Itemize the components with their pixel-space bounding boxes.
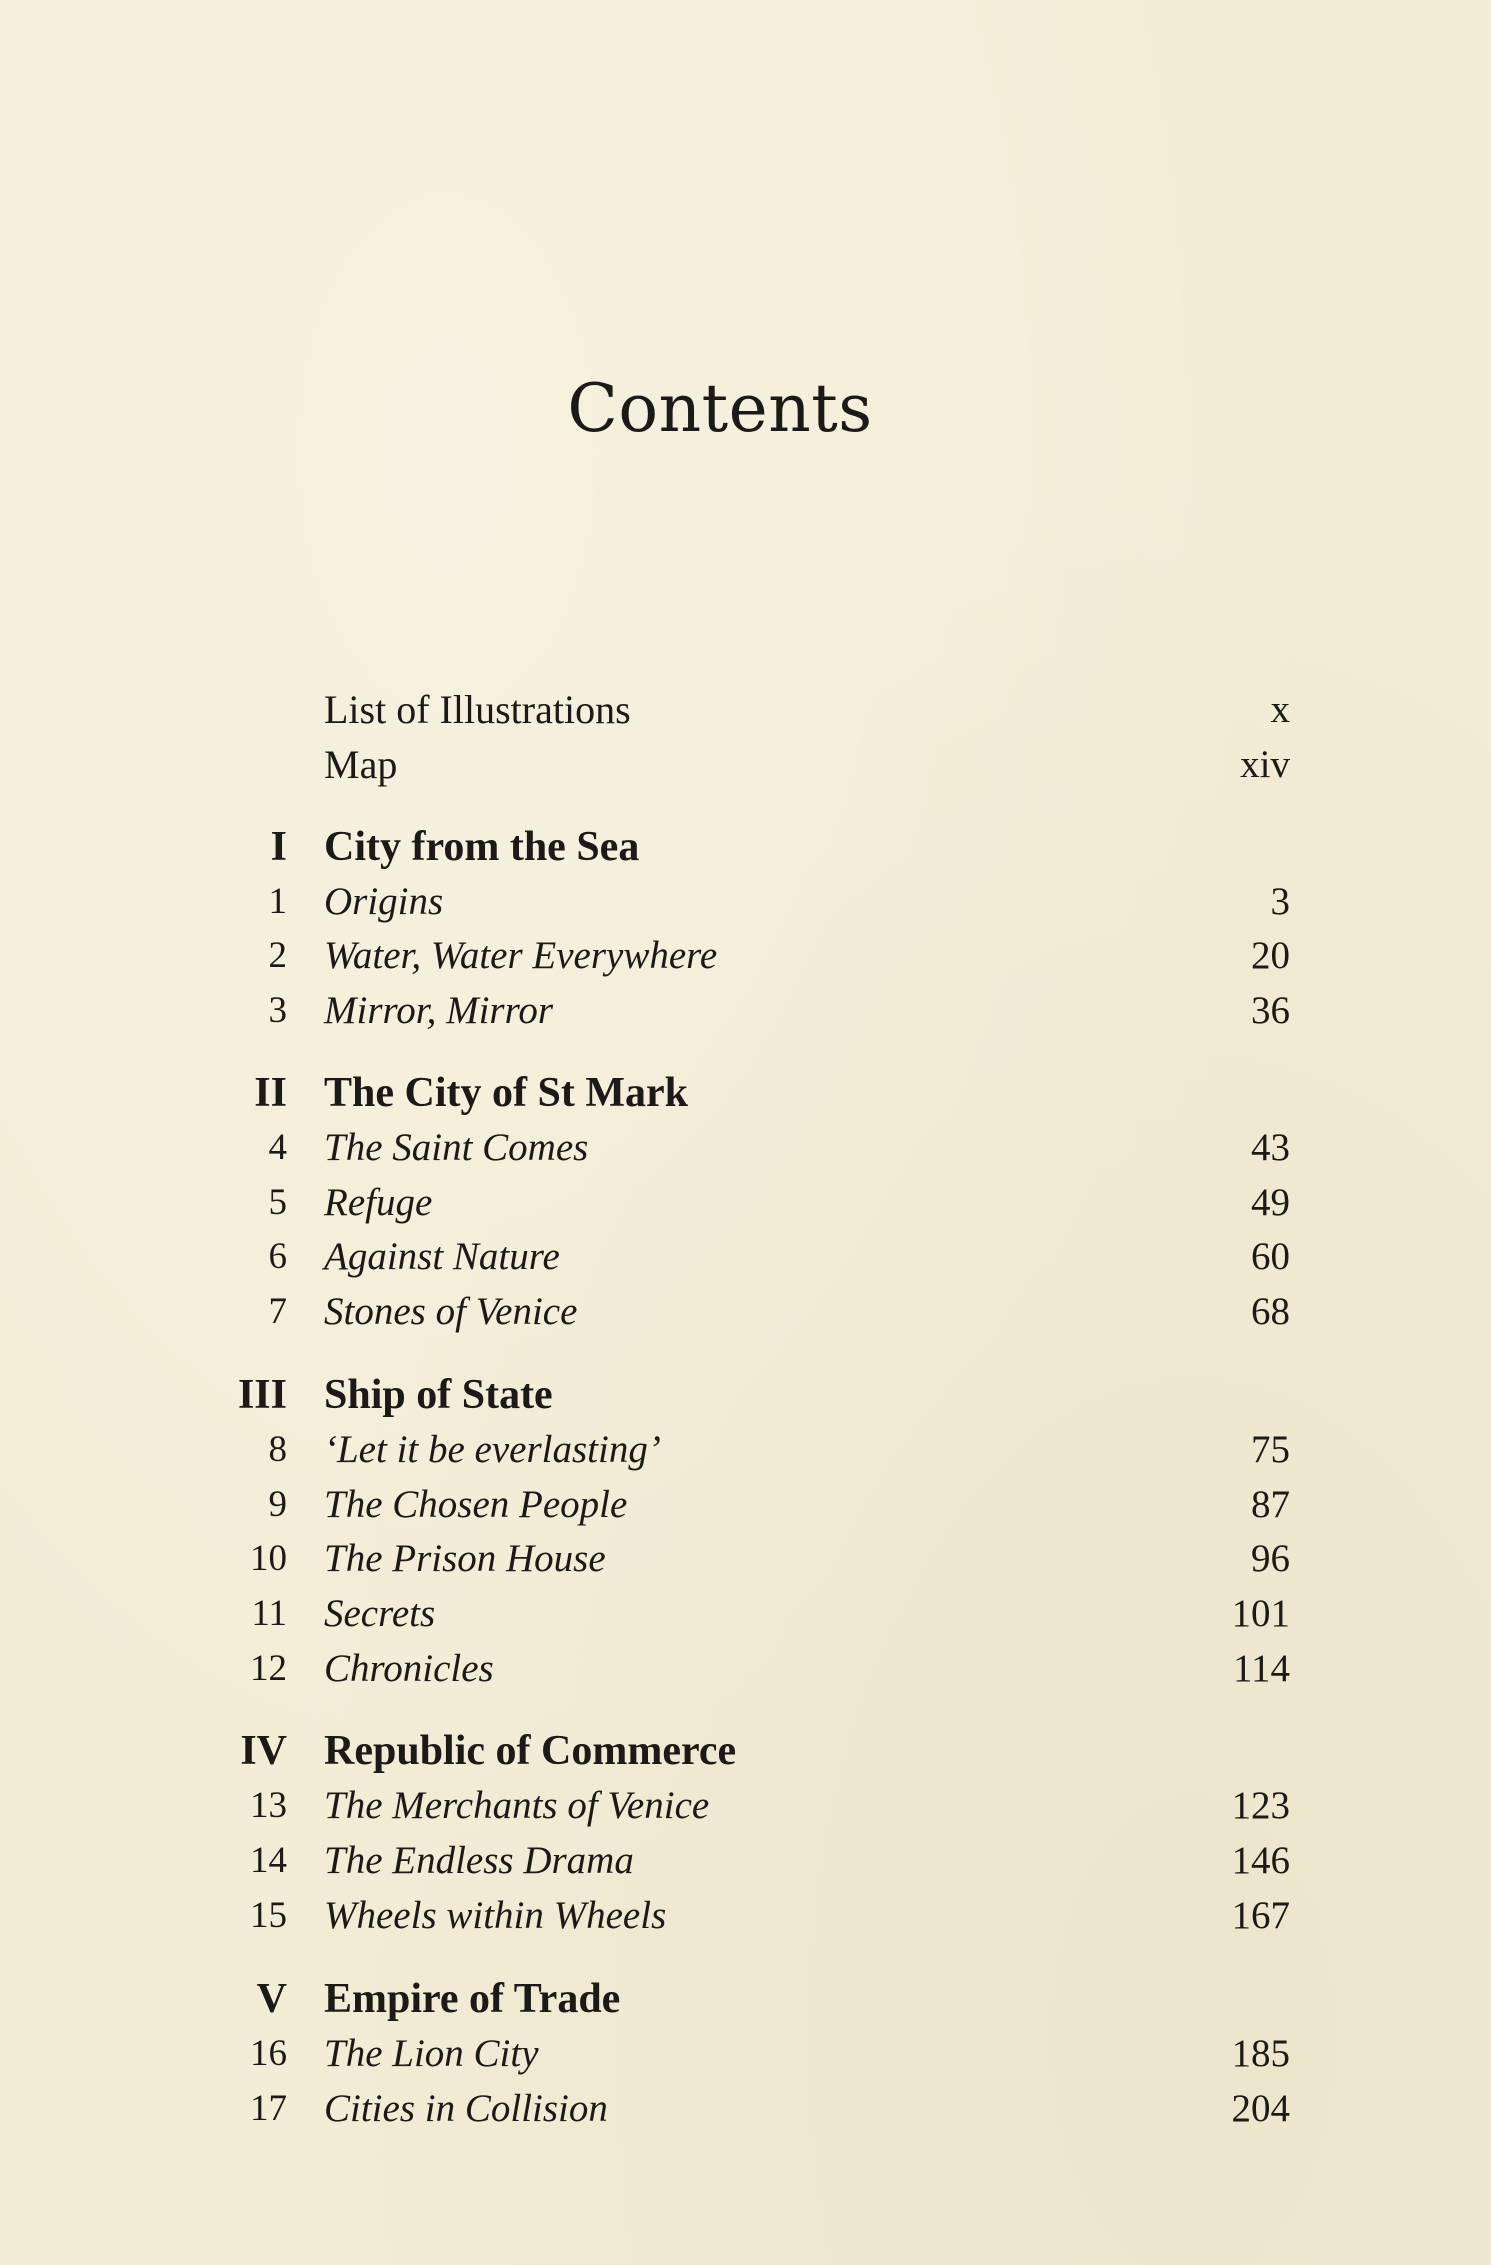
toc-chapter[interactable] (200, 1176, 1290, 1230)
part-number: V (256, 1976, 287, 2022)
chapter-page: 43 (1251, 1126, 1290, 1169)
toc-chapter[interactable] (200, 1587, 1290, 1641)
chapter-title: Stones of Venice (324, 1290, 578, 1333)
toc-chapter[interactable] (200, 984, 1290, 1038)
chapter-title: The Endless Drama (324, 1839, 634, 1882)
toc-part-heading[interactable] (200, 1066, 1290, 1120)
chapter-number: 2 (268, 935, 287, 976)
chapter-title: Chronicles (324, 1647, 494, 1690)
toc-part-heading[interactable] (200, 1368, 1290, 1422)
toc-chapter[interactable] (200, 1642, 1290, 1696)
part-title: City from the Sea (324, 824, 640, 870)
chapter-page: 87 (1251, 1483, 1290, 1526)
chapter-title: The Lion City (324, 2032, 539, 2075)
chapter-title: Cities in Collision (324, 2087, 608, 2130)
toc-chapter[interactable] (200, 1834, 1290, 1888)
toc-chapter[interactable] (200, 875, 1290, 929)
chapter-page: 114 (1232, 1647, 1290, 1690)
part-number: II (254, 1070, 287, 1116)
chapter-number: 7 (268, 1291, 287, 1332)
chapter-number: 14 (250, 1840, 287, 1881)
table-of-contents (200, 0, 1290, 2265)
chapter-title: Against Nature (324, 1235, 560, 1278)
chapter-page: 36 (1251, 989, 1290, 1032)
chapter-page: 60 (1251, 1235, 1290, 1278)
toc-part-heading[interactable] (200, 1724, 1290, 1778)
toc-chapter[interactable] (200, 1532, 1290, 1586)
chapter-number: 6 (268, 1236, 287, 1277)
toc-chapter[interactable] (200, 929, 1290, 983)
chapter-title: Mirror, Mirror (324, 989, 553, 1032)
part-title: Empire of Trade (324, 1976, 621, 2022)
chapter-page: 20 (1251, 934, 1290, 977)
chapter-number: 15 (250, 1895, 287, 1936)
toc-part-heading[interactable] (200, 1972, 1290, 2026)
chapter-title: The Chosen People (324, 1483, 628, 1526)
toc-chapter[interactable] (200, 2082, 1290, 2136)
part-title: Ship of State (324, 1372, 553, 1418)
chapter-number: 8 (268, 1429, 287, 1470)
chapter-number: 16 (250, 2033, 287, 2074)
part-number: III (237, 1372, 287, 1418)
chapter-page: 49 (1251, 1181, 1290, 1224)
entry-page: x (1270, 688, 1290, 731)
chapter-page: 204 (1231, 2087, 1290, 2130)
chapter-title: Secrets (324, 1592, 436, 1635)
chapter-title: The Prison House (324, 1537, 606, 1580)
chapter-number: 3 (268, 990, 287, 1031)
toc-chapter[interactable] (200, 1889, 1290, 1943)
part-title: The City of St Mark (324, 1070, 688, 1116)
chapter-number: 1 (268, 881, 287, 922)
chapter-number: 10 (250, 1538, 287, 1579)
chapter-number: 4 (268, 1127, 287, 1168)
entry-page: xiv (1240, 743, 1290, 786)
toc-entry-front[interactable] (200, 683, 1290, 737)
chapter-title: Refuge (324, 1181, 433, 1224)
toc-chapter[interactable] (200, 1285, 1290, 1339)
chapter-page: 123 (1231, 1784, 1290, 1827)
chapter-title: Wheels within Wheels (324, 1894, 667, 1937)
entry-title: List of Illustrations (324, 687, 631, 732)
toc-chapter[interactable] (200, 2027, 1290, 2081)
toc-chapter[interactable] (200, 1478, 1290, 1532)
chapter-number: 11 (251, 1593, 287, 1634)
page-title: Contents (567, 370, 873, 447)
toc-part-heading[interactable] (200, 820, 1290, 874)
toc-chapter[interactable] (200, 1779, 1290, 1833)
chapter-page: 167 (1231, 1894, 1290, 1937)
toc-chapter[interactable] (200, 1121, 1290, 1175)
entry-title: Map (324, 742, 398, 787)
chapter-title: Water, Water Everywhere (324, 934, 718, 977)
chapter-title: Origins (324, 880, 444, 923)
part-number: IV (240, 1728, 287, 1774)
chapter-page: 3 (1270, 880, 1290, 923)
chapter-number: 17 (250, 2088, 287, 2129)
chapter-page: 75 (1251, 1428, 1290, 1471)
chapter-page: 101 (1231, 1592, 1290, 1635)
chapter-number: 9 (268, 1484, 287, 1525)
part-title: Republic of Commerce (324, 1728, 737, 1774)
toc-entry-front[interactable] (200, 738, 1290, 792)
chapter-title: ‘Let it be everlasting’ (324, 1428, 661, 1471)
toc-chapter[interactable] (200, 1423, 1290, 1477)
chapter-page: 68 (1251, 1290, 1290, 1333)
chapter-number: 12 (250, 1648, 287, 1689)
toc-chapter[interactable] (200, 1230, 1290, 1284)
chapter-page: 96 (1251, 1537, 1290, 1580)
chapter-page: 146 (1231, 1839, 1290, 1882)
chapter-title: The Merchants of Venice (324, 1784, 710, 1827)
part-number: I (270, 824, 287, 870)
chapter-number: 13 (250, 1785, 287, 1826)
chapter-number: 5 (268, 1182, 287, 1223)
chapter-title: The Saint Comes (324, 1126, 589, 1169)
chapter-page: 185 (1231, 2032, 1290, 2075)
